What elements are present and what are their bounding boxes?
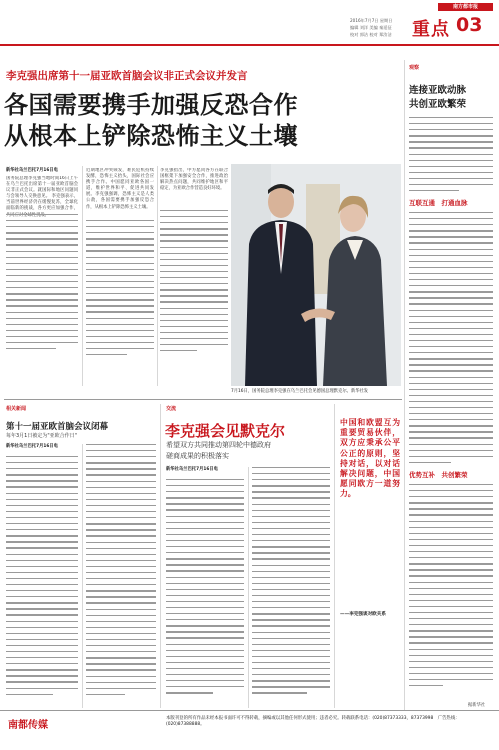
page-number: 03 bbox=[456, 14, 483, 36]
lead-kicker: 李克强出席第十一届亚欧首脑会议非正式会议并发言 bbox=[6, 70, 248, 82]
lead-column-1-fill bbox=[6, 214, 78, 354]
lead-dateline: 新华社乌兰巴托7月16日电 bbox=[6, 168, 58, 173]
sidebar-body-1 bbox=[409, 117, 493, 196]
related-dateline: 新华社乌兰巴托7月16日电 bbox=[6, 444, 58, 449]
sidebar-subhead-1: 互联互通 打通血脉 bbox=[409, 199, 468, 207]
masthead-date-1: 2016年7月7日 星期日 bbox=[350, 18, 393, 23]
sidebar-subhead-2: 优势互补 共创繁荣 bbox=[409, 471, 468, 479]
pullquote-note: ——李克强谈对欧关系 bbox=[340, 612, 386, 617]
masthead-rule bbox=[0, 44, 499, 46]
photo bbox=[231, 164, 401, 386]
footer-rule bbox=[0, 710, 499, 711]
sidebar-divider bbox=[404, 60, 405, 710]
interview-col-2 bbox=[252, 467, 330, 699]
sidebar-body-2 bbox=[409, 212, 493, 468]
pullquote-divider bbox=[334, 404, 335, 708]
lead-column-2: 近期地区冲突频发，难民危机持续发酵，恐怖主义抬头，国际社会应携手合作。中国愿同亚欧各国一道，维护世界和平、促进共同发展。李克强强调，恐怖主义是人类公敌，各国需要携手加强反恐合作，从根本上铲除恐怖主义土壤。 bbox=[86, 168, 154, 210]
sidebar-headline-2: 共创亚欧繁荣 bbox=[409, 99, 467, 110]
lead-column-2-fill bbox=[86, 220, 154, 360]
interview-divider bbox=[248, 467, 249, 708]
footer-brand: 南都传媒 bbox=[8, 720, 48, 731]
interview-label: 交流 bbox=[166, 406, 177, 412]
related-headline: 第十一届亚欧首脑会议闭幕 bbox=[6, 422, 109, 432]
masthead-date-2: 编辑 刘洋 美编 秦延征 bbox=[350, 25, 392, 30]
interview-col-1 bbox=[166, 479, 244, 698]
sidebar-headline-1: 连接亚欧动脉 bbox=[409, 85, 467, 96]
related-label: 相关新闻 bbox=[6, 406, 27, 412]
photo-illustration bbox=[231, 164, 401, 386]
interview-sub-1: 希望双方共同推动第四轮中德政府 bbox=[166, 441, 271, 449]
lead-column-3-fill bbox=[160, 210, 228, 356]
masthead bbox=[0, 0, 499, 52]
lead-headline-2: 从根本上铲除恐怖主义土壤 bbox=[4, 122, 298, 150]
pullquote-text: 中国和欧盟互为重要贸易伙伴，双方应秉承公平公正的原则，坚持对话，以对话解决问题，中国愿同欧方一道努力。 bbox=[340, 418, 400, 499]
footer-text: 本版刊登的所有作品未经本报书面许可不得转载，摘编或以其他任何形式使用；违者必究。转载联系电话：(020)87373333，87373998 广告热线：(020)87388888。 bbox=[166, 716, 460, 727]
section-rule-1 bbox=[4, 399, 402, 400]
masthead-brand: 南方都市报 bbox=[438, 3, 493, 11]
lead-col-divider-2 bbox=[157, 166, 158, 386]
related-col-2 bbox=[86, 444, 156, 700]
photo-caption: 7月16日，国务院总理李克强在乌兰巴托会见德国总理默克尔。新华社发 bbox=[231, 389, 369, 394]
interview-headline: 李克强会见默克尔 bbox=[165, 422, 286, 440]
masthead-date-3: 校对 郭洁 校对 郑汝洁 bbox=[350, 32, 392, 37]
sidebar-signoff: 据新华社 bbox=[468, 703, 486, 708]
lead-column-3: 李克强指出，中方愿同各方在联合国框架下加强安全合作，推进政治解决热点问题，共同维护地区和平稳定，为亚欧合作营造良好环境。 bbox=[160, 168, 228, 192]
lead-column-1: 国务院总理李克强当地时间16日上午在乌兰巴托出席第十一届亚欧首脑会议非正式会议。就国际和地区问题同与会领导人交换意见。 李克强表示，当前世界经济仍在缓慢复苏，全球化面临新的挑战，各方更应加强合作， bbox=[6, 176, 78, 212]
interview-sub-2: 磋商成果的积极落实 bbox=[166, 452, 229, 460]
lead-headline-1: 各国需要携手加强反恐合作 bbox=[4, 91, 298, 119]
sidebar-label: 观察 bbox=[409, 65, 420, 71]
related-divider bbox=[82, 444, 83, 708]
related-right-divider bbox=[160, 404, 161, 708]
lead-col-divider-1 bbox=[82, 166, 83, 386]
related-col-1 bbox=[6, 456, 78, 700]
interview-dateline: 新华社乌兰巴托7月16日电 bbox=[166, 467, 218, 472]
section-name: 重点 bbox=[412, 19, 450, 40]
related-sub: 每年3月1日被定为"亚欧合作日" bbox=[6, 433, 77, 439]
sidebar-body-3 bbox=[409, 484, 493, 691]
